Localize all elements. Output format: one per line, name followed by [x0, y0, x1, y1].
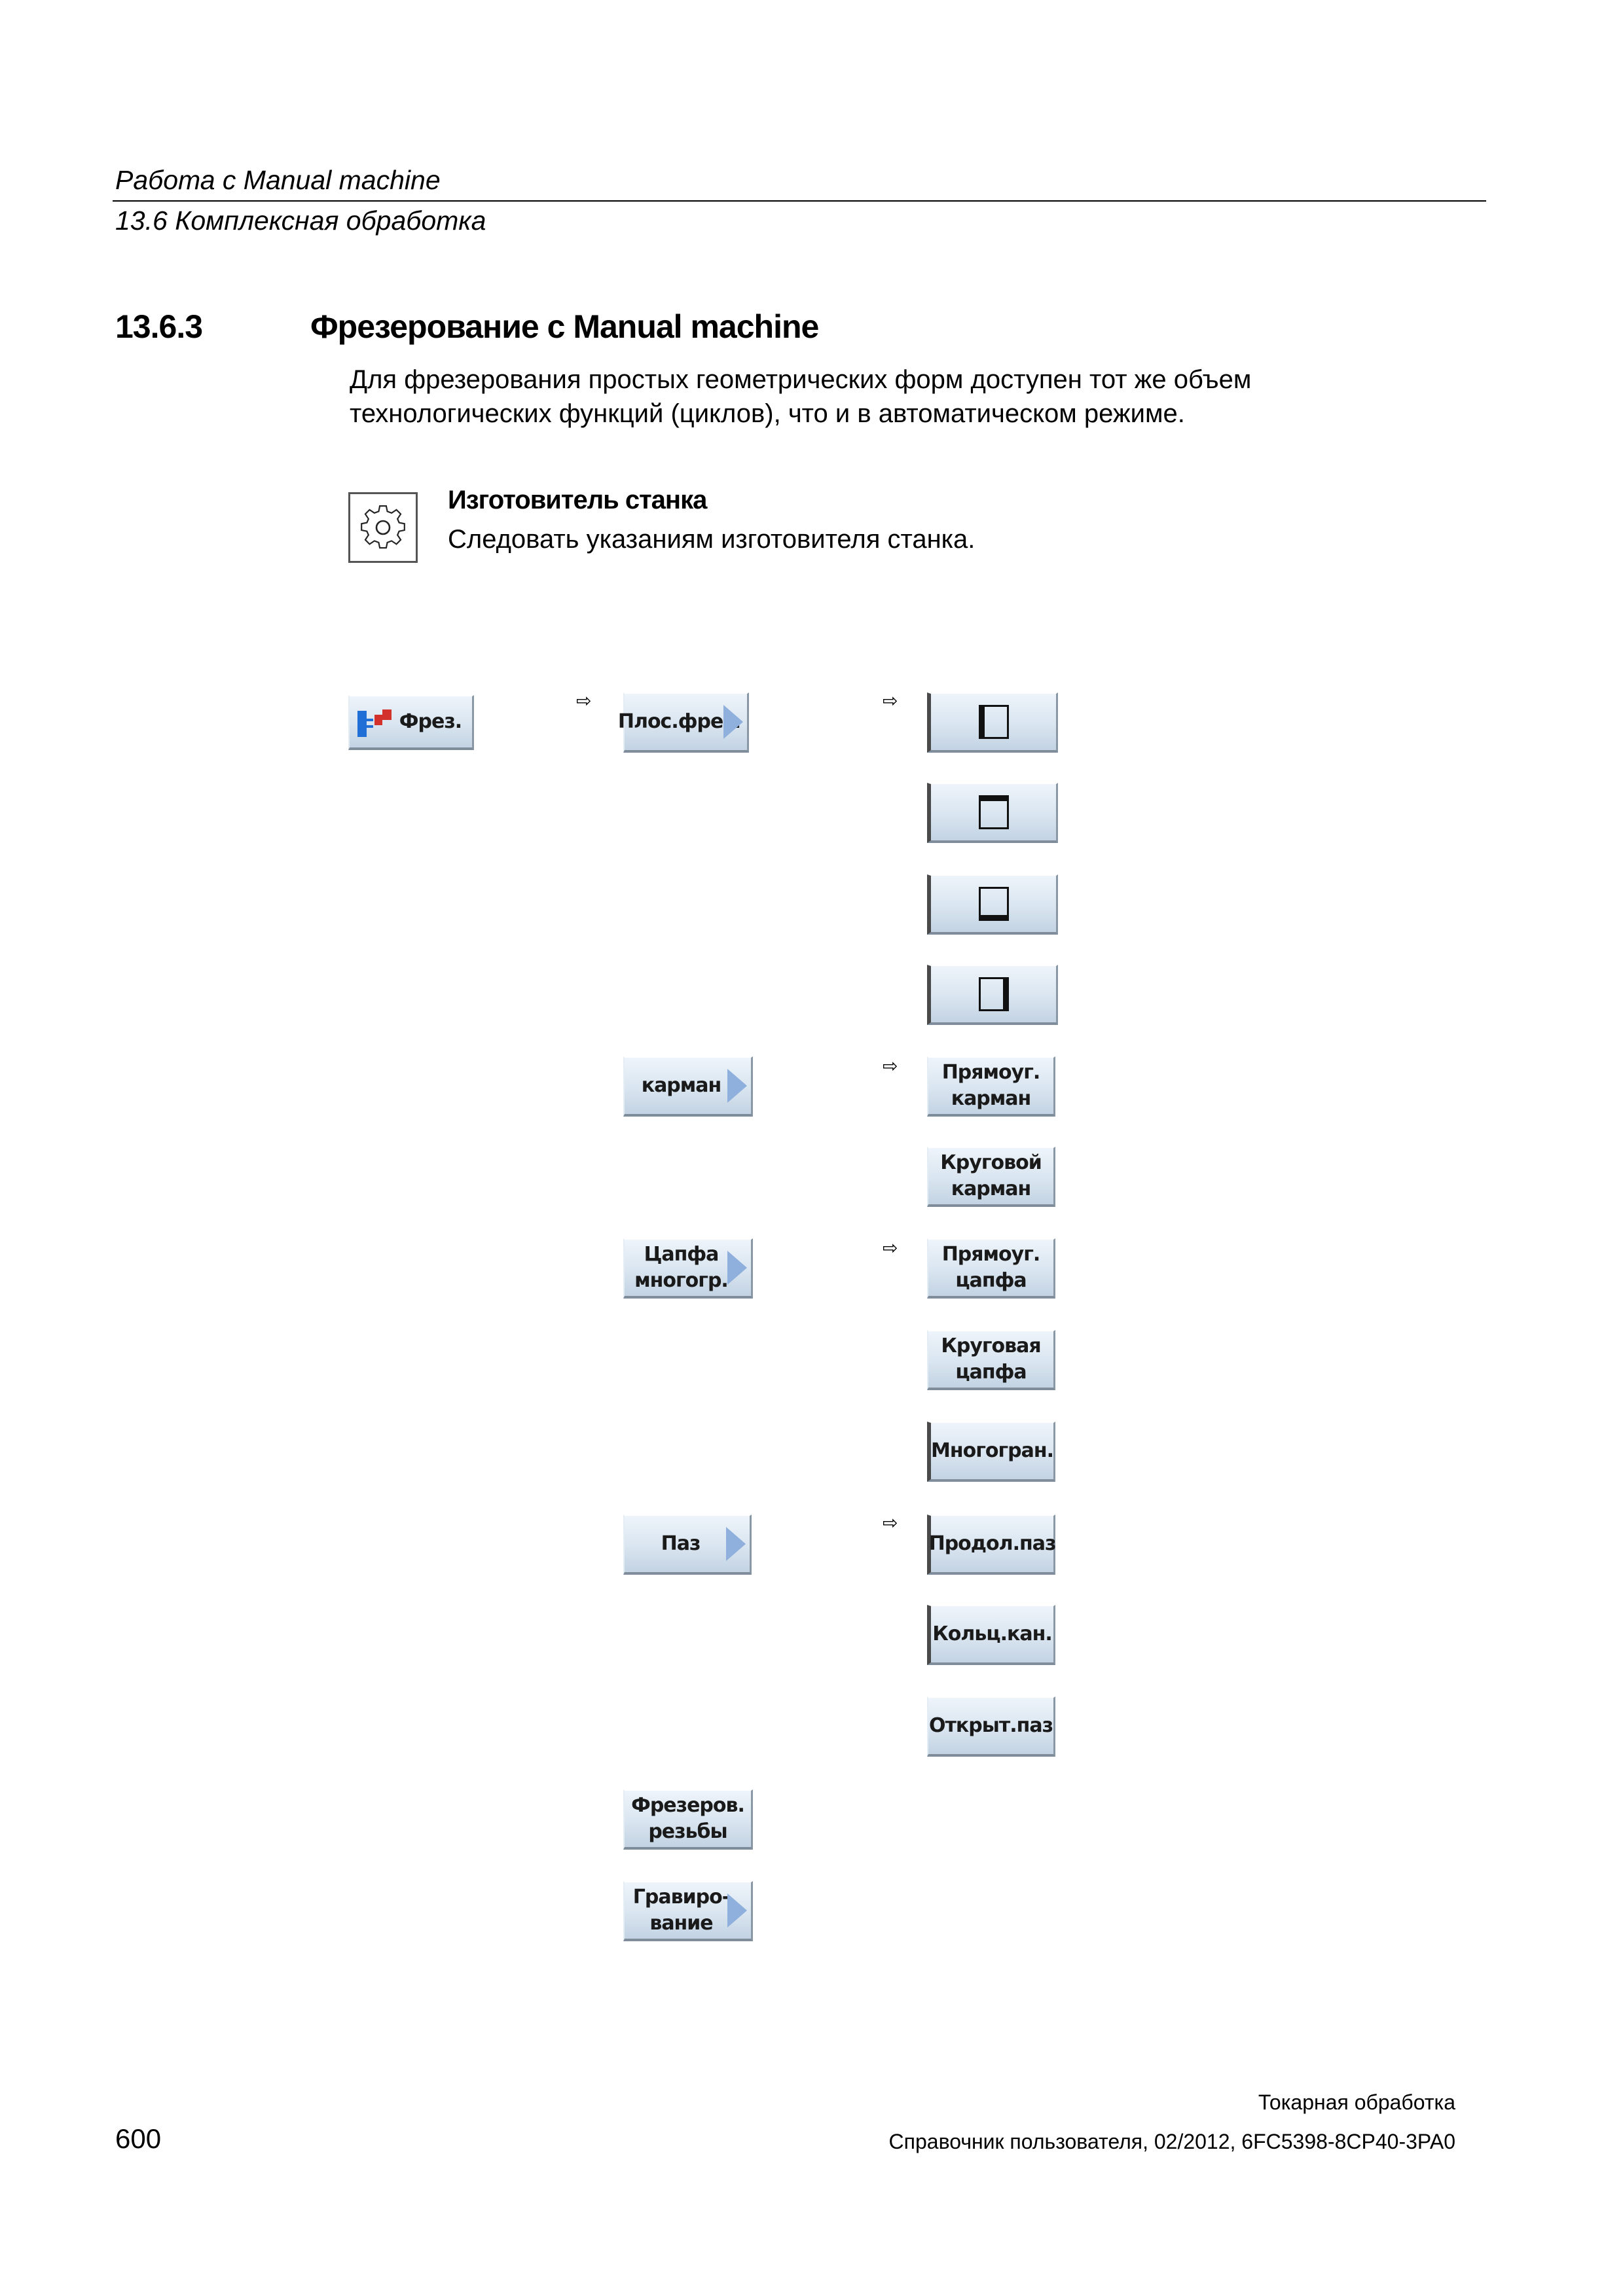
- face-left-edge-icon: [979, 705, 1009, 739]
- gear-icon: [348, 492, 418, 563]
- softkey-rect-pocket[interactable]: [927, 1056, 1055, 1117]
- running-header-chapter: Работа с Manual machine: [115, 165, 441, 195]
- softkey-thread-milling[interactable]: [623, 1789, 753, 1850]
- intro-paragraph: [350, 363, 1251, 431]
- footer-book-title: Токарная обработка: [1258, 2090, 1455, 2114]
- running-header-section: 13.6 Комплексная обработка: [115, 206, 486, 236]
- section-number: 13.6.3: [115, 308, 203, 345]
- softkey-polygon-label: Многогран.: [931, 1439, 1053, 1462]
- softkey-circ-spigot[interactable]: [927, 1330, 1055, 1390]
- softkey-long-slot-label: Продол.паз: [928, 1532, 1056, 1555]
- softkey-milling[interactable]: [348, 695, 474, 750]
- arrow-slot: ⇨: [883, 1512, 898, 1534]
- softkey-face-milling-label: Плос.фрез.: [617, 710, 741, 733]
- softkey-circ-spigot-label: Круговая цапфа: [941, 1335, 1041, 1384]
- softkey-rect-spigot-label: Прямоуг. цапфа: [941, 1243, 1040, 1292]
- section-title: Фрезерование с Manual machine: [310, 308, 819, 345]
- softkey-slot-label: Паз: [661, 1532, 701, 1555]
- milling-tool-icon: [356, 706, 394, 741]
- softkey-slot[interactable]: [623, 1515, 752, 1575]
- face-top-edge-icon: [979, 795, 1009, 829]
- face-right-edge-icon: [979, 977, 1009, 1011]
- softkey-spigot[interactable]: [623, 1238, 753, 1299]
- softkey-pocket-label: карман: [641, 1074, 721, 1097]
- arrow-face: ⇨: [576, 690, 592, 711]
- note-title: Изготовитель станка: [448, 486, 707, 514]
- softkey-rect-pocket-label: Прямоуг. карман: [941, 1061, 1040, 1110]
- softkey-open-slot[interactable]: [927, 1696, 1055, 1757]
- softkey-long-slot[interactable]: [927, 1515, 1055, 1575]
- softkey-open-slot-label: Открыт.паз: [928, 1714, 1053, 1737]
- intro-line-1: Для фрезерования простых геометрических форм доступен тот же объем: [350, 365, 1252, 394]
- softkey-face-left[interactable]: [927, 692, 1058, 753]
- page-number: 600: [115, 2123, 162, 2154]
- arrow-pocket: ⇨: [883, 1055, 898, 1077]
- face-bottom-edge-icon: [979, 887, 1009, 921]
- arrow-spigot: ⇨: [883, 1237, 898, 1259]
- softkey-circ-slot[interactable]: [927, 1605, 1055, 1665]
- softkey-engraving[interactable]: [623, 1881, 753, 1941]
- softkey-circ-pocket-label: Круговой карман: [940, 1151, 1042, 1200]
- softkey-spigot-label: Цапфа многогр.: [634, 1243, 728, 1292]
- softkey-thread-milling-label: Фрезеров. резьбы: [631, 1794, 744, 1843]
- header-rule: [113, 200, 1486, 202]
- softkey-face-milling[interactable]: [617, 692, 749, 753]
- softkey-face-right[interactable]: [927, 965, 1058, 1025]
- softkey-face-bottom[interactable]: [927, 874, 1058, 935]
- softkey-rect-spigot[interactable]: [927, 1238, 1055, 1299]
- intro-line-2: технологических функций (циклов), что и в автоматическом режиме.: [350, 399, 1185, 428]
- softkey-pocket[interactable]: [623, 1056, 753, 1117]
- softkey-circ-slot-label: Кольц.кан.: [932, 1623, 1052, 1645]
- softkey-circ-pocket[interactable]: [927, 1147, 1055, 1207]
- note-text: Следовать указаниям изготовителя станка.: [448, 525, 976, 554]
- softkey-milling-label: Фрез.: [399, 710, 462, 733]
- softkey-polygon[interactable]: [927, 1422, 1055, 1482]
- footer-reference: Справочник пользователя, 02/2012, 6FC5398-8CP40-3PA0: [888, 2130, 1455, 2153]
- arrow-face-sub: ⇨: [883, 690, 898, 711]
- softkey-engraving-label: Гравиро- вание: [632, 1886, 730, 1935]
- softkey-face-top[interactable]: [927, 783, 1058, 843]
